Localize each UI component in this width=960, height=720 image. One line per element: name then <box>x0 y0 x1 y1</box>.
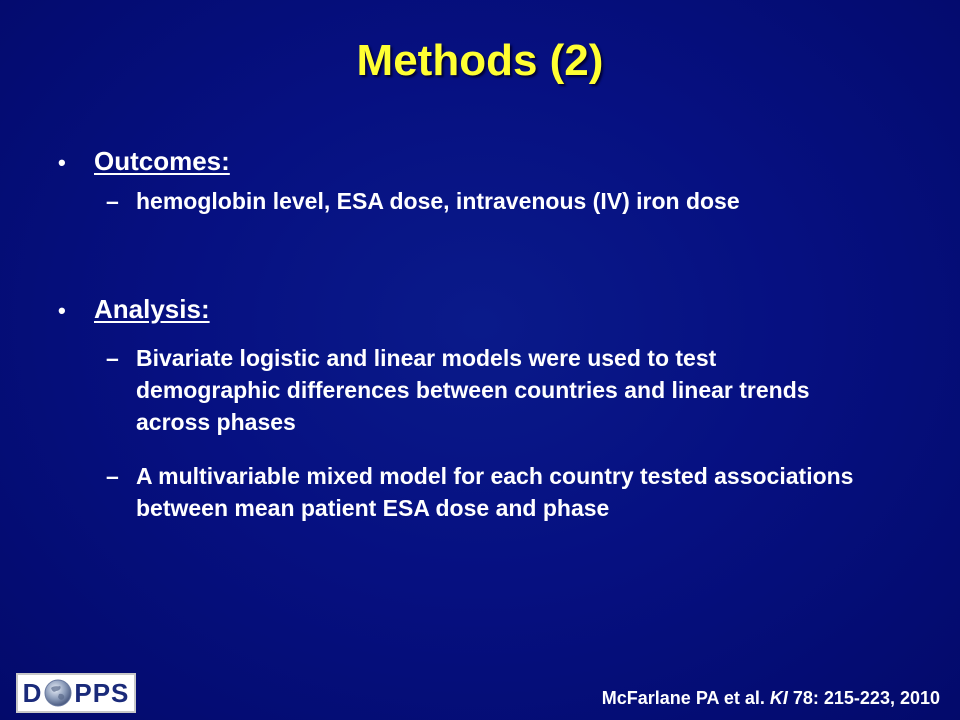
sub-item-text: Bivariate logistic and linear models were used to test demographic differences between countries and linear trends across phases <box>136 345 810 435</box>
section-heading-outcomes: Outcomes: <box>94 146 230 176</box>
dash-marker: – <box>106 345 119 371</box>
logo-letters-pps: PPS <box>74 677 130 708</box>
dopps-logo <box>16 673 136 713</box>
citation <box>602 688 940 709</box>
sub-item-text: A multivariable mixed model for each country tested associations between mean patient ESA dose and phase <box>136 463 854 521</box>
citation-ref: 78: 215-223, 2010 <box>792 688 940 708</box>
section-heading-analysis: Analysis: <box>94 294 210 324</box>
citation-authors: McFarlane PA et al. <box>601 688 765 708</box>
bullet-marker: • <box>58 298 66 323</box>
dash-marker: – <box>106 188 119 214</box>
logo-letter-d: D <box>22 677 43 708</box>
slide-title: Methods (2) <box>356 36 604 85</box>
section-outcomes <box>58 146 866 217</box>
bullet-row-analysis <box>58 294 866 325</box>
globe-icon <box>43 678 73 708</box>
sub-item <box>106 342 866 438</box>
citation-journal: KI <box>769 688 788 708</box>
sub-item-text: hemoglobin level, ESA dose, intravenous (IV) iron dose <box>136 188 740 214</box>
bullet-row-outcomes <box>58 146 866 177</box>
bullet-marker: • <box>58 150 66 175</box>
sub-item <box>106 460 866 524</box>
logo-wordmark <box>23 678 130 709</box>
dash-marker: – <box>106 463 119 489</box>
section-analysis <box>58 294 866 524</box>
sub-item <box>106 185 866 217</box>
